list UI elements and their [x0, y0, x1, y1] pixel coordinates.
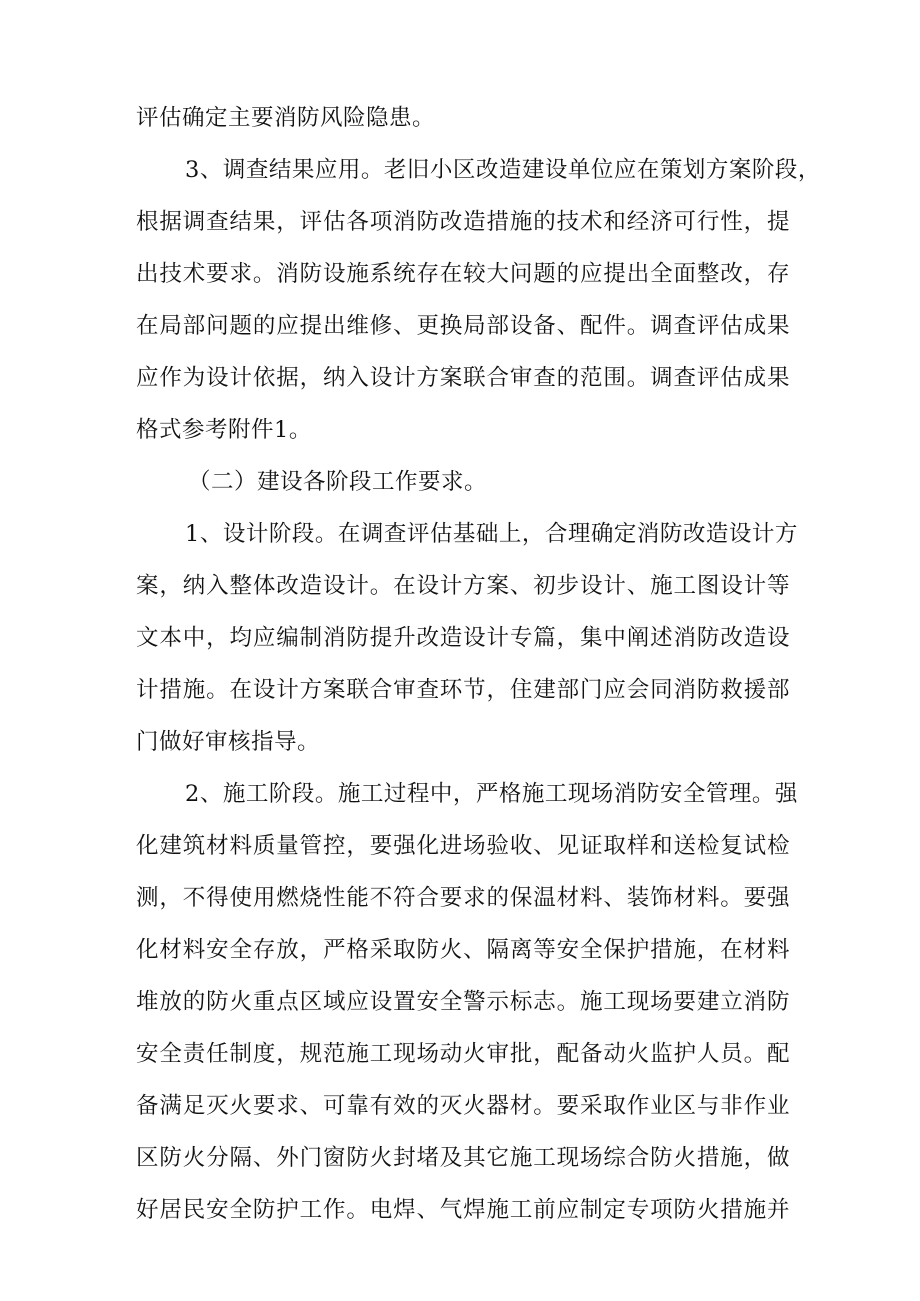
- paragraph-line: 门做好审核指导。: [136, 729, 321, 755]
- paragraph-line: 安全责任制度，规范施工现场动火审批，配备动火监护人员。配: [136, 1041, 790, 1067]
- paragraph-line: 化材料安全存放，严格采取防火、隔离等安全保护措施，在材料: [136, 937, 790, 963]
- section-heading: （二）建设各阶段工作要求。: [188, 469, 488, 495]
- paragraph-line: 区防火分隔、外门窗防火封堵及其它施工现场综合防火措施，做: [136, 1145, 790, 1171]
- paragraph-line: 测，不得使用燃烧性能不符合要求的保温材料、装饰材料。要强: [136, 885, 790, 911]
- paragraph-line: 好居民安全防护工作。电焊、气焊施工前应制定专项防火措施并: [136, 1197, 790, 1223]
- paragraph-line: 根据调查结果，评估各项消防改造措施的技术和经济可行性，提: [136, 209, 790, 235]
- paragraph-line: 备满足灭火要求、可靠有效的灭火器材。要采取作业区与非作业: [136, 1093, 790, 1119]
- paragraph-line: 计措施。在设计方案联合审查环节，住建部门应会同消防救援部: [136, 677, 790, 703]
- paragraph-line: 3、调查结果应用。老旧小区改造建设单位应在策划方案阶段，: [185, 157, 821, 183]
- paragraph-line: 化建筑材料质量管控，要强化进场验收、见证取样和送检复试检: [136, 833, 790, 859]
- paragraph-line: 应作为设计依据，纳入设计方案联合审查的范围。调查评估成果: [136, 365, 790, 391]
- paragraph-line: 在局部问题的应提出维修、更换局部设备、配件。调查评估成果: [136, 313, 790, 339]
- paragraph-line: 出技术要求。消防设施系统存在较大问题的应提出全面整改，存: [136, 261, 790, 287]
- paragraph-line: 格式参考附件1。: [136, 417, 312, 443]
- paragraph-line: 堆放的防火重点区域应设置安全警示标志。施工现场要建立消防: [136, 989, 790, 1015]
- paragraph-line: 2、施工阶段。施工过程中，严格施工现场消防安全管理。强: [185, 781, 798, 807]
- paragraph-line: 文本中，均应编制消防提升改造设计专篇，集中阐述消防改造设: [136, 625, 790, 651]
- paragraph-line: 1、设计阶段。在调查评估基础上，合理确定消防改造设计方: [185, 521, 798, 547]
- paragraph-line: 案，纳入整体改造设计。在设计方案、初步设计、施工图设计等: [136, 573, 790, 599]
- paragraph-line: 评估确定主要消防风险隐患。: [136, 105, 436, 131]
